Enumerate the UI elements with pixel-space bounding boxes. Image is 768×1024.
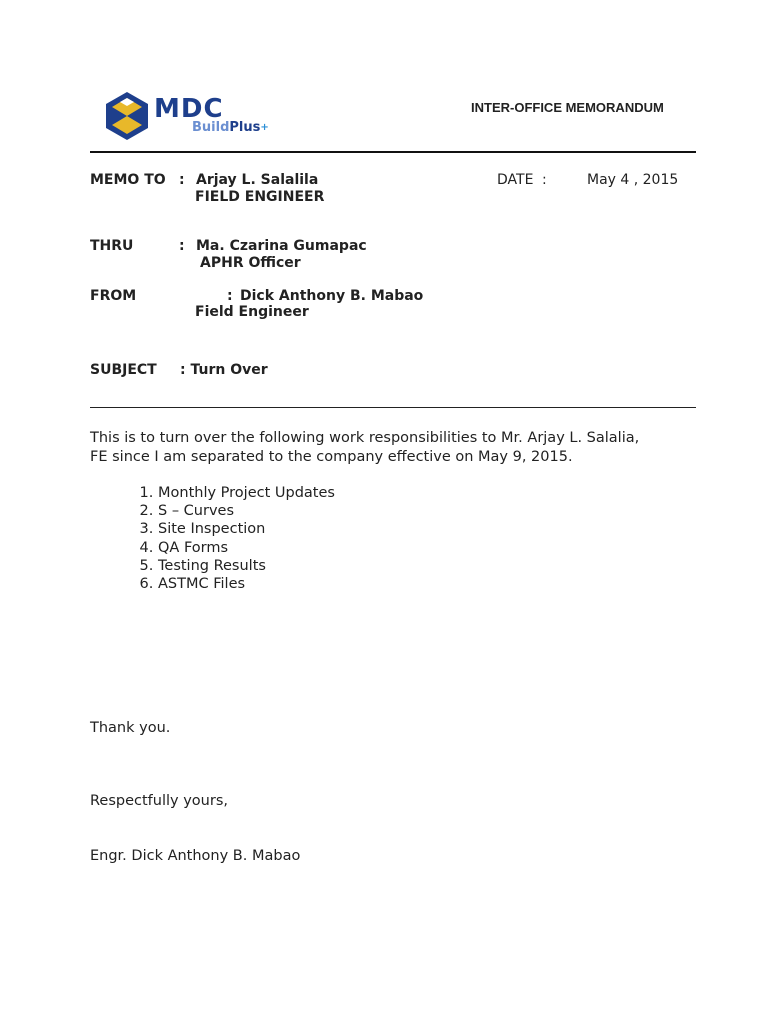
from-position: Field Engineer (195, 304, 309, 320)
from-colon: : (227, 288, 233, 304)
thru-label: THRU (90, 238, 134, 254)
subject-label: SUBJECT (90, 362, 157, 378)
memo-to-name: Arjay L. Salalila (196, 172, 319, 188)
body-line-2: FE since I am separated to the company effective on May 9, 2015. (90, 449, 573, 465)
date-value: May 4 , 2015 (587, 172, 679, 188)
company-logo (104, 90, 274, 142)
date-colon: : (542, 172, 547, 188)
logo-tagline: BuildPlus+ (192, 120, 269, 135)
thru-position: APHR Officer (200, 255, 301, 271)
closing-text: Respectfully yours, (90, 793, 228, 809)
list-item: 3. Site Inspection (158, 520, 335, 538)
turnover-list (90, 484, 335, 593)
mdc-hexagon-icon (104, 91, 150, 141)
list-item: 2. S – Curves (158, 502, 335, 520)
list-item: 5. Testing Results (158, 557, 335, 575)
subject-divider (90, 407, 696, 408)
thru-colon: : (179, 238, 185, 254)
thru-name: Ma. Czarina Gumapac (196, 238, 367, 254)
body-line-1: This is to turn over the following work responsibilities to Mr. Arjay L. Salalia, (90, 430, 640, 446)
list-item: 4. QA Forms (158, 539, 335, 557)
thank-you-text: Thank you. (90, 720, 171, 736)
memo-to-label: MEMO TO (90, 172, 166, 188)
memo-to-colon: : (179, 172, 185, 188)
date-label: DATE (497, 172, 534, 188)
list-item: 1. Monthly Project Updates (158, 484, 335, 502)
list-item: 6. ASTMC Files (158, 575, 335, 593)
signature-name: Engr. Dick Anthony B. Mabao (90, 848, 301, 864)
memo-title: INTER-OFFICE MEMORANDUM (471, 100, 664, 115)
from-name: Dick Anthony B. Mabao (240, 288, 424, 304)
header-divider (90, 151, 696, 153)
memo-to-position: FIELD ENGINEER (195, 189, 325, 205)
from-label: FROM (90, 288, 137, 304)
subject-value: : Turn Over (180, 362, 268, 378)
logo-wordmark: MDC (154, 94, 224, 124)
